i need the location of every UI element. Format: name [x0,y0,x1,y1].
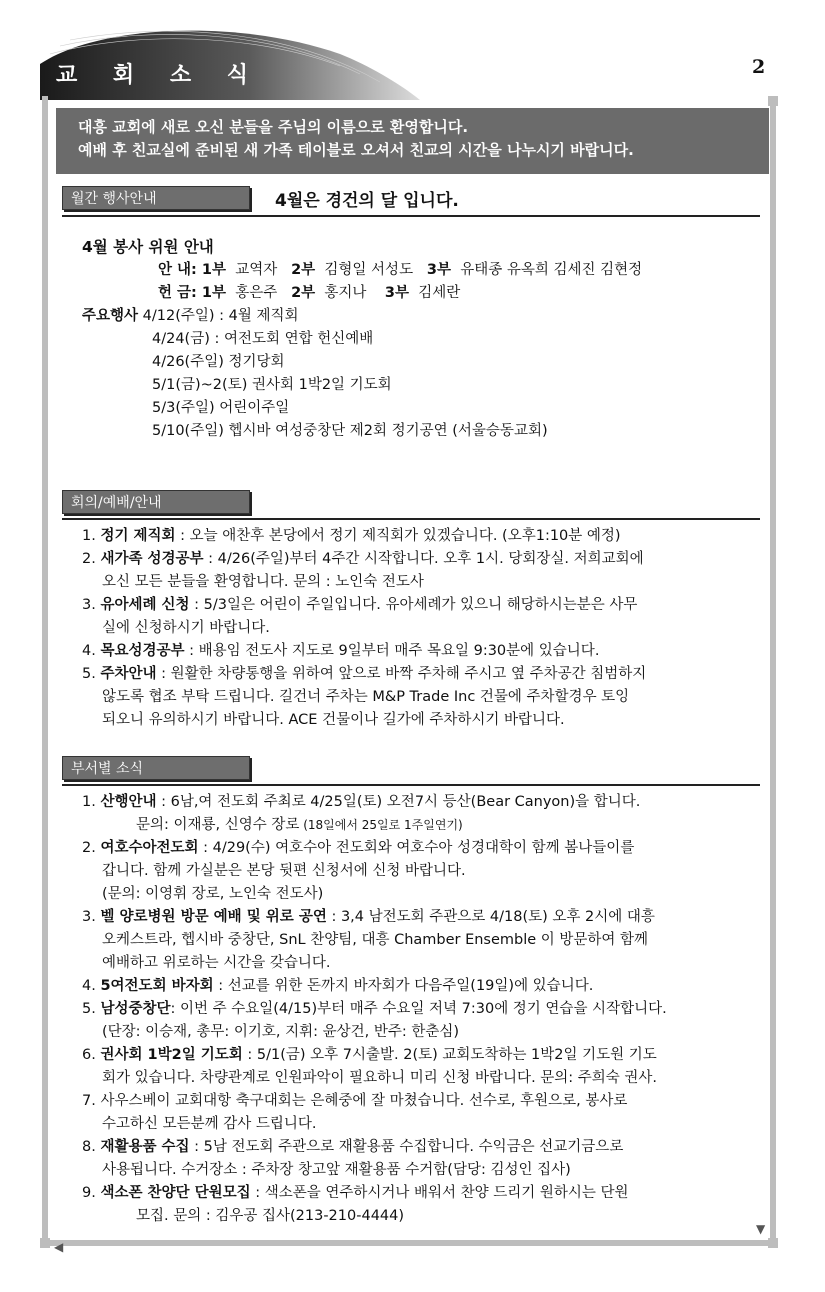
list-item [82,837,667,860]
arrow-left-icon: ◀ [54,1240,64,1254]
list-item [82,975,667,998]
item-text: 실에 신청하시기 바랍니다. [102,620,270,636]
item-number: 5. [82,666,96,682]
item-title: 주차안내 [100,666,157,682]
offering-2: 홍지나 [324,285,367,301]
item-number: 5. [82,1001,96,1017]
list-item [82,663,646,686]
section-rule [62,784,760,786]
item-text: 예배하고 위로하는 시간을 갖습니다. [102,955,331,971]
offering-3: 김세란 [418,285,461,301]
monthly-headline: 4월은 경건의 달 입니다. [275,191,459,211]
item-title: 권사회 1박2일 기도회 [100,1047,243,1063]
item-text: : 선교를 위한 돈까지 바자회가 다음주일(19일)에 있습니다. [213,978,594,994]
item-number: 7. [82,1093,96,1109]
item-text: : 3,4 남전도회 주관으로 4/18(토) 오후 2시에 대흥 [326,909,655,925]
meeting-list [82,525,646,732]
tab-monthly-events: 월간 행사안내 [62,186,250,210]
item-text: 문의: 이재룡, 신영수 장로 [136,817,300,833]
frame-bottom-border [42,1240,776,1246]
tab-department-news: 부서별 소식 [62,756,250,780]
list-item [82,1044,667,1067]
item-text: 오케스트라, 헵시바 중창단, SnL 찬양팀, 대흥 Chamber Ensemble 이 방문하여 함께 [102,932,649,948]
item-number: 1. [82,794,96,810]
list-item [82,906,667,929]
item-text: 모집. 문의 : 김우공 집사(213-210-4444) [136,1208,405,1224]
list-item [82,640,646,663]
item-text: 되오니 유의하시기 바랍니다. ACE 건물이나 길가에 주차하시기 바랍니다. [102,712,565,728]
item-number: 8. [82,1139,96,1155]
section-rule [62,215,760,217]
list-item [82,998,667,1021]
item-title: 남성중창단 [100,1001,171,1017]
guide-1: 교역자 [235,262,278,278]
service-title: 4월 봉사 위원 안내 [82,238,214,256]
offering-1: 홍은주 [235,285,278,301]
list-item [82,594,646,617]
page-number: 2 [752,56,766,78]
item-title: 산행안내 [100,794,157,810]
welcome-line-2: 예배 후 친교실에 준비된 새 가족 테이블로 오셔서 친교의 시간을 나누시기 바랍니다. [78,141,634,159]
tab-meeting-worship: 회의/예배/안내 [62,490,250,514]
welcome-line-1: 대흥 교회에 새로 오신 분들을 주님의 이름으로 환영합니다. [78,118,469,136]
frame-corner-bottom-right [768,1238,778,1248]
event-item: 5/3(주일) 어린이주일 [152,400,290,416]
item-text: : 이번 주 수요일(4/15)부터 매주 수요일 저녁 7:30에 정기 연습을 시작합니다. [170,1001,667,1017]
item-title: 유아세례 신청 [100,597,190,613]
item-number: 3. [82,597,96,613]
item-text: : 4/29(수) 여호수아 전도회와 여호수아 성경대학이 함께 봄나들이를 [198,840,635,856]
list-item [82,814,667,837]
page-section-title: 교 회 소 식 [56,62,262,88]
offering-2-label: 2부 [291,285,316,301]
item-text: (문의: 이영휘 장로, 노인숙 전도사) [102,886,324,902]
arrow-down-icon: ▼ [756,1222,766,1236]
item-note: (18일에서 25일로 1주일연기) [299,818,463,832]
item-text: 않도록 협조 부탁 드립니다. 길건너 주차는 M&P Trade Inc 건물에 주차할경우 토잉 [102,689,630,705]
guide-3: 유태종 유옥희 김세진 김현정 [460,262,643,278]
item-text: : 배용임 전도사 지도로 9일부터 매주 목요일 9:30분에 있습니다. [184,643,600,659]
item-text: : 5남 전도회 주관으로 재활용품 수집합니다. 수익금은 선교기금으로 [189,1139,624,1155]
offering-label: 헌 금: 1부 [158,285,227,301]
item-number: 1. [82,528,96,544]
guide-row [158,259,642,282]
event-item: 4/26(주일) 정기당회 [152,354,285,370]
event-item: 5/1(금)~2(토) 권사회 1박2일 기도회 [152,377,392,393]
event-item: 4/12(주일) : 4월 제직회 [142,308,299,324]
item-text: : 오늘 애찬후 본당에서 정기 제직회가 있겠습니다. (오후1:10분 예정) [175,528,621,544]
item-number: 6. [82,1047,96,1063]
offering-3-label: 3부 [384,285,409,301]
section-rule [62,518,760,520]
offering-row [158,282,460,305]
item-title: 재활용품 수집 [100,1139,190,1155]
item-title: 여호수아전도회 [100,840,199,856]
item-text: 회가 있습니다. 차량관계로 인원파악이 필요하니 미리 신청 바랍니다. 문의: 주희숙 권사. [102,1070,658,1086]
item-text: 오신 모든 분들을 환영합니다. 문의 : 노인숙 전도사 [102,574,424,590]
item-title: 정기 제직회 [100,528,176,544]
item-text: : 5/3일은 어린이 주일입니다. 유아세례가 있으니 해당하시는분은 사무 [189,597,638,613]
list-item [82,1182,667,1205]
item-title: 새가족 성경공부 [100,551,204,567]
events-label: 주요행사 [82,308,139,324]
frame-corner-bottom-left [40,1238,50,1248]
item-text: 사우스베이 교회대항 축구대회는 은혜중에 잘 마쳤습니다. 선수로, 후원으로, 봉사로 [100,1093,628,1109]
item-text: : 색소폰을 연주하시거나 배워서 찬양 드리기 원하시는 단원 [250,1185,629,1201]
item-text: : 4/26(주일)부터 4주간 시작합니다. 오후 1시. 당회장실. 저희교회에 [203,551,644,567]
item-text: : 5/1(금) 오후 7시출발. 2(토) 교회도착하는 1박2일 기도원 기도 [242,1047,657,1063]
item-text: 갑니다. 함께 가실분은 본당 뒷편 신청서에 신청 바랍니다. [102,863,466,879]
list-item [82,548,646,571]
item-text: (단장: 이승재, 총무: 이기호, 지휘: 윤상건, 반주: 한춘심) [102,1024,460,1040]
item-number: 4. [82,643,96,659]
guide-label: 안 내: 1부 [158,262,227,278]
list-item [82,1136,667,1159]
list-item [82,1090,667,1113]
event-item: 5/10(주일) 헵시바 여성중창단 제2회 정기공연 (서울승동교회) [152,423,548,439]
item-text: : 6남,여 전도회 주최로 4/25일(토) 오전7시 등산(Bear Canyon)을 합니다. [156,794,641,810]
item-number: 3. [82,909,96,925]
item-title: 색소폰 찬양단 단원모집 [100,1185,251,1201]
events-list [82,305,548,443]
item-title: 5여전도회 바자회 [100,978,214,994]
list-item [82,525,646,548]
event-item: 4/24(금) : 여전도회 연합 헌신예배 [152,331,374,347]
item-number: 2. [82,840,96,856]
guide-2-label: 2부 [291,262,316,278]
frame-corner-top-right [768,96,778,106]
item-number: 4. [82,978,96,994]
item-text: 수고하신 모든분께 감사 드립니다. [102,1116,317,1132]
item-text: 사용됩니다. 수거장소 : 주차장 창고앞 재활용품 수거함(담당: 김성인 집사) [102,1162,571,1178]
item-number: 9. [82,1185,96,1201]
guide-2: 김형일 서성도 [324,262,414,278]
guide-3-label: 3부 [426,262,452,278]
item-title: 목요성경공부 [100,643,185,659]
item-text: : 원활한 차량통행을 위하여 앞으로 바짝 주차해 주시고 옆 주차공간 침범하지 [156,666,647,682]
dept-list [82,791,667,1228]
item-title: 벨 양로병원 방문 예배 및 위로 공연 [100,909,327,925]
welcome-banner [56,108,769,174]
list-item [82,791,667,814]
item-number: 2. [82,551,96,567]
